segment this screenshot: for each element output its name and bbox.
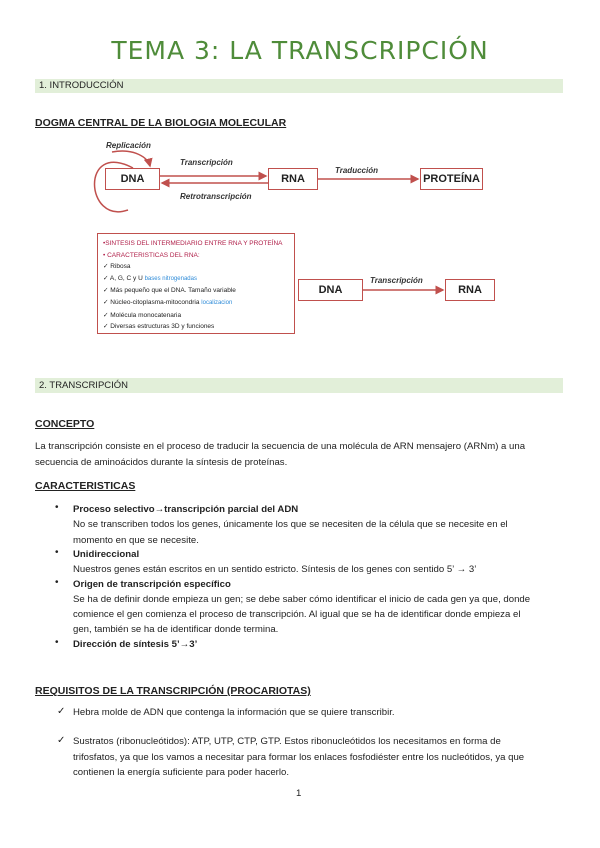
bullet: • <box>55 502 59 513</box>
rna-item: ✓ Ribosa <box>103 263 131 271</box>
caract-line: momento en que se necesite. <box>73 535 199 546</box>
transcripcion-label-2: Transcripción <box>370 276 423 285</box>
requisito-line: trifosfatos, ya que los vamos a necesitar para formar los enlaces fosfodiéster entre los nucleótidos, ya que <box>73 752 525 763</box>
page-title: TEMA 3: LA TRANSCRIPCIÓN <box>111 36 489 65</box>
caract-title: Proceso selectivo→transcripción parcial del ADN <box>73 504 299 515</box>
caract-title: Unidireccional <box>73 549 140 560</box>
section-header-introduccion: 1. INTRODUCCIÓN <box>35 79 563 93</box>
bullet: • <box>55 547 59 558</box>
section-header-transcripcion: 2. TRANSCRIPCIÓN <box>35 378 563 393</box>
requisito-line: contienen la energía suficiente para poder hacerlo. <box>73 767 290 778</box>
rna-item: ✓ Diversas estructuras 3D y funciones <box>103 323 215 331</box>
dna-box: DNA <box>105 168 160 190</box>
rna-item: ✓ Molécula monocatenaria <box>103 311 182 319</box>
dogma-arrows <box>0 0 600 240</box>
note-bases: bases nitrogenadas <box>144 275 197 282</box>
check-icon: ✓ <box>57 706 66 717</box>
bullet: • <box>55 637 59 648</box>
transcripcion-label: Transcripción <box>180 158 233 167</box>
caract-line: gen, también se ha de identificar donde termina. <box>73 624 279 635</box>
proteina-box: PROTEÍNA <box>420 168 483 190</box>
concepto-line: La transcripción consiste en el proceso de traducir la secuencia de una molécula de ARN mensajero (ARNm) a una <box>35 441 526 452</box>
requisito-line: Sustratos (ribonucleótidos): ATP, UTP, CTP, GTP. Estos ribonucleótidos los necesitamos en forma de <box>73 736 501 747</box>
concepto-line: secuencia de aminoácidos durante la síntesis de proteínas. <box>35 457 288 468</box>
rna-item: ✓ Más pequeño que el DNA. Tamaño variable <box>103 287 236 295</box>
rna-item-text: ✓ A, G, C y U <box>103 274 143 282</box>
caract-title: Dirección de síntesis 5’→3’ <box>73 639 198 650</box>
rna-box-line: •SINTESIS DEL INTERMEDIARIO ENTRE RNA Y PROTEÍNA <box>103 240 283 247</box>
concepto-heading: CONCEPTO <box>35 418 95 430</box>
replicacion-label: Replicación <box>106 141 151 150</box>
rna-item-text: ✓ Núcleo-citoplasma-mitocondria <box>103 298 200 306</box>
caract-line: Nuestros genes están escritos en un sentido estricto. Síntesis de los genes con sentido 5’ → 3’ <box>73 564 477 575</box>
retrotranscripcion-label: Retrotranscripción <box>180 192 252 201</box>
check-icon: ✓ <box>57 735 66 746</box>
requisito-line: Hebra molde de ADN que contenga la información que se quiere transcribir. <box>73 707 395 718</box>
caract-title: Origen de transcripción específico <box>73 579 231 590</box>
bullet: • <box>55 577 59 588</box>
dogma-heading: DOGMA CENTRAL DE LA BIOLOGIA MOLECULAR <box>35 117 287 129</box>
caract-line: comience el gen comienza el proceso de transcripción. Al igual que se ha de identificar donde empieza el <box>73 609 521 620</box>
page-number: 1 <box>296 788 302 799</box>
rna-box-2: RNA <box>445 279 495 301</box>
rna-box-line: • CARACTERISTICAS DEL RNA: <box>103 251 200 259</box>
rna-box: RNA <box>268 168 318 190</box>
caracteristicas-heading: CARACTERISTICAS <box>35 480 136 492</box>
traduccion-label: Traducción <box>335 166 378 175</box>
requisitos-heading: REQUISITOS DE LA TRANSCRIPCIÓN (PROCARIOTAS) <box>35 685 311 697</box>
note-localizacion: localizacion <box>201 299 233 306</box>
caract-line: Se ha de definir donde empieza un gen; se debe saber cómo identificar el inicio de cada gen ya que, donde <box>73 594 531 605</box>
caract-line: No se transcriben todos los genes, únicamente los que se necesiten de la célula que se necesite en el <box>73 519 508 530</box>
dna-box-2: DNA <box>298 279 363 301</box>
